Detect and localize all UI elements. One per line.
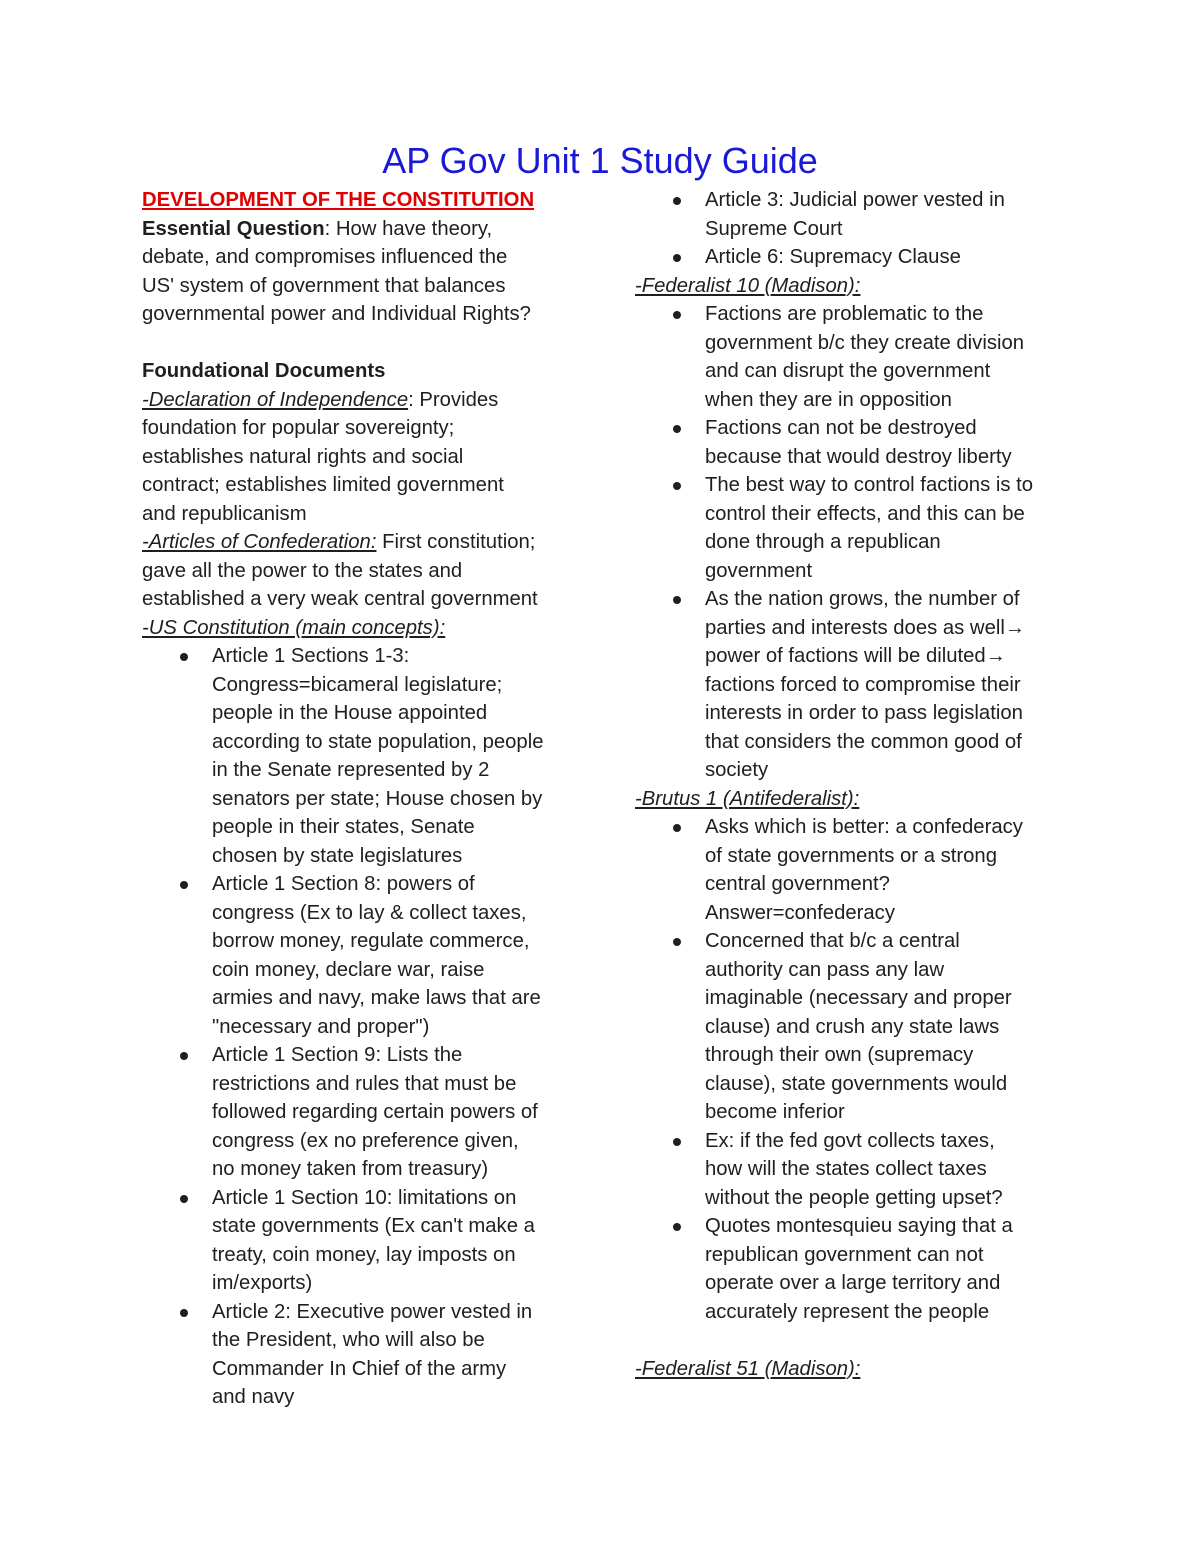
essential-question-line <box>142 215 582 244</box>
list-item-text: chosen by state legislatures <box>212 844 463 867</box>
spacer <box>635 1326 1075 1355</box>
list-item <box>142 642 582 870</box>
list-item-text: that considers the common good of <box>705 730 1022 753</box>
list-item-text: when they are in opposition <box>705 388 952 411</box>
list-item-text: done through a republican <box>705 531 941 553</box>
constitution-label: -US Constitution (main concepts): <box>142 616 446 639</box>
list-item-text: in the Senate represented by 2 <box>212 759 490 781</box>
list-item-text: how will the states collect taxes <box>705 1158 987 1180</box>
list-item-text: armies and navy, make laws that are <box>212 987 541 1009</box>
list-item-text: Factions are problematic to the <box>705 303 984 325</box>
list-item-text: become inferior <box>705 1101 845 1123</box>
essential-question-text: governmental power and Individual Rights? <box>142 303 531 325</box>
list-item-text: no money taken from treasury) <box>212 1158 489 1180</box>
list-item-text: treaty, coin money, lay imposts on <box>212 1243 516 1266</box>
list-item-text: Article 3: Judicial power vested in <box>705 189 1005 211</box>
list-item <box>635 300 1075 414</box>
list-item-text: "necessary and proper") <box>212 1015 430 1038</box>
list-item-text: operate over a large territory and <box>705 1272 1001 1294</box>
bullet-dot <box>180 881 188 889</box>
articles-text: gave all the power to the states and <box>142 559 463 582</box>
bullet-dot <box>673 311 681 319</box>
list-item-text: people in the House appointed <box>212 702 488 724</box>
list-item-text: followed regarding certain powers of <box>212 1101 538 1123</box>
list-item-text: accurately represent the people <box>705 1300 990 1323</box>
list-item-text: government <box>705 559 813 582</box>
list-item <box>635 1127 1075 1213</box>
list-item-text: senators per state; House chosen by <box>212 787 543 810</box>
list-item-text: factions forced to compromise their <box>705 673 1021 696</box>
brutus-1-label: -Brutus 1 (Antifederalist): <box>635 787 860 810</box>
essential-question-text: US' system of government that balances <box>142 274 506 297</box>
list-item-text: of state governments or a strong <box>705 844 997 867</box>
list-item-text: Commander In Chief of the army <box>212 1357 507 1380</box>
list-item-text: and can disrupt the government <box>705 360 991 382</box>
bullet-dot <box>180 653 188 661</box>
list-item-text: clause), state governments would <box>705 1072 1008 1095</box>
bullet-dot <box>673 824 681 832</box>
list-item-text: congress (Ex to lay & collect taxes, <box>212 901 527 924</box>
list-item-text: authority can pass any law <box>705 958 944 981</box>
list-item-text: people in their states, Senate <box>212 816 475 838</box>
section-heading: DEVELOPMENT OF THE CONSTITUTION <box>142 189 535 211</box>
list-item <box>635 927 1075 1127</box>
spacer <box>142 329 582 358</box>
foundational-documents-heading: Foundational Documents <box>142 360 386 382</box>
essential-question-text: : How have theory, <box>324 217 493 240</box>
list-item <box>635 813 1075 927</box>
list-item <box>635 243 1075 272</box>
articles-label: -Articles of Confederation: <box>142 531 377 553</box>
list-item <box>142 1298 582 1412</box>
list-item-text: Article 1 Section 10: limitations on <box>212 1186 517 1209</box>
list-item <box>142 1041 582 1184</box>
federalist-10-label: -Federalist 10 (Madison): <box>635 274 861 297</box>
list-item-text: Article 6: Supremacy Clause <box>705 246 961 268</box>
list-item-text: Quotes montesquieu saying that a <box>705 1215 1013 1237</box>
list-item-text: Concerned that b/c a central <box>705 930 960 952</box>
list-item-text: because that would destroy liberty <box>705 445 1012 468</box>
list-item-text: and navy <box>212 1386 295 1408</box>
list-item-text: borrow money, regulate commerce, <box>212 930 530 952</box>
articles-text: established a very weak central government <box>142 588 538 610</box>
list-item-text: control their effects, and this can be <box>705 502 1025 525</box>
list-item-text: restrictions and rules that must be <box>212 1072 517 1095</box>
declaration-label: -Declaration of Independence <box>142 388 409 411</box>
list-item-text: government b/c they create division <box>705 331 1025 354</box>
list-item <box>635 1212 1075 1326</box>
list-item-text: Congress=bicameral legislature; <box>212 673 503 696</box>
bullet-dot <box>673 938 681 946</box>
articles-text: First constitution; <box>376 531 536 553</box>
list-item-text: through their own (supremacy <box>705 1044 974 1066</box>
list-item-text: Ex: if the fed govt collects taxes, <box>705 1129 995 1152</box>
list-item-text: Article 1 Sections 1-3: <box>212 645 410 667</box>
list-item-text: Article 1 Section 8: powers of <box>212 873 475 895</box>
bullet-dot <box>673 425 681 433</box>
list-item-text: interests in order to pass legislation <box>705 702 1023 724</box>
list-item <box>142 870 582 1041</box>
essential-question-label: Essential Question <box>142 217 325 240</box>
list-item-text: the President, who will also be <box>212 1329 485 1351</box>
federalist-51-label: -Federalist 51 (Madison): <box>635 1357 861 1380</box>
declaration-text: : Provides <box>408 388 499 411</box>
list-item-text: Article 1 Section 9: Lists the <box>212 1044 463 1066</box>
list-item-text: congress (ex no preference given, <box>212 1129 519 1152</box>
declaration-text: establishes natural rights and social <box>142 445 464 468</box>
list-item-text: central government? <box>705 873 890 895</box>
bullet-dot <box>673 1223 681 1231</box>
declaration-line <box>142 386 582 415</box>
left-column <box>142 186 582 1412</box>
list-item <box>635 471 1075 585</box>
page-title: AP Gov Unit 1 Study Guide <box>382 140 818 181</box>
declaration-text: contract; establishes limited government <box>142 474 504 496</box>
list-item-text: clause) and crush any state laws <box>705 1015 1000 1038</box>
list-item-text: parties and interests does as well→ <box>705 616 1026 639</box>
list-item-text: Answer=confederacy <box>705 901 895 924</box>
articles-line <box>142 528 582 557</box>
bullet-dot <box>673 596 681 604</box>
list-item-text: state governments (Ex can't make a <box>212 1215 535 1237</box>
bullet-dot <box>673 482 681 490</box>
declaration-text: foundation for popular sovereignty; <box>142 417 455 439</box>
right-column <box>635 186 1075 1383</box>
list-item-text: The best way to control factions is to <box>705 474 1034 496</box>
list-item-text: without the people getting upset? <box>705 1186 1003 1209</box>
list-item-text: im/exports) <box>212 1272 313 1294</box>
list-item-text: Article 2: Executive power vested in <box>212 1300 533 1323</box>
list-item-text: society <box>705 759 769 781</box>
bullet-dot <box>180 1052 188 1060</box>
list-item-text: coin money, declare war, raise <box>212 958 485 981</box>
list-item-text: As the nation grows, the number of <box>705 588 1020 610</box>
list-item-text: Asks which is better: a confederacy <box>705 816 1023 838</box>
list-item-text: Factions can not be destroyed <box>705 417 977 439</box>
bullet-dot <box>673 1138 681 1146</box>
list-item-text: imaginable (necessary and proper <box>705 987 1012 1009</box>
bullet-dot <box>673 197 681 205</box>
list-item-text: according to state population, people <box>212 730 544 753</box>
essential-question-text: debate, and compromises influenced the <box>142 246 508 268</box>
bullet-dot <box>180 1195 188 1203</box>
list-item-text: Supreme Court <box>705 217 843 240</box>
bullet-dot <box>673 254 681 262</box>
list-item <box>635 585 1075 785</box>
list-item-text: republican government can not <box>705 1243 984 1266</box>
declaration-text: and republicanism <box>142 502 307 525</box>
bullet-dot <box>180 1309 188 1317</box>
list-item <box>635 414 1075 471</box>
list-item <box>142 1184 582 1298</box>
list-item <box>635 186 1075 243</box>
list-item-text: power of factions will be diluted→ <box>705 645 1006 667</box>
